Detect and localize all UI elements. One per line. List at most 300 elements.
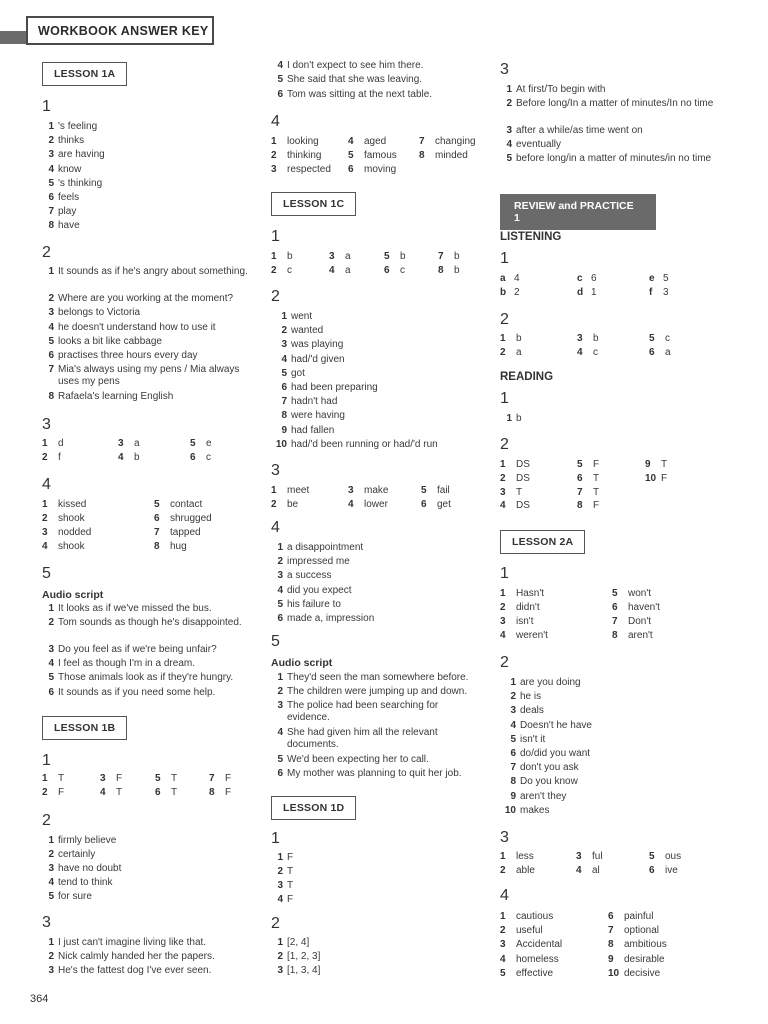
item-text: were having [291, 410, 345, 422]
item-text: meet [287, 485, 310, 496]
item-text: It sounds as if he's angry about something. [58, 266, 248, 277]
answer-item [271, 866, 486, 878]
audio-script-label: Audio script [42, 589, 104, 601]
item-text: belongs to Victoria [58, 307, 141, 319]
item-text: makes [520, 804, 550, 816]
answer-row [500, 954, 722, 968]
item-text: ous [665, 851, 682, 862]
item-number: 5 [48, 177, 54, 189]
item-number: 5 [281, 367, 287, 379]
exercise-number: 4 [42, 476, 51, 493]
item-text: was playing [291, 339, 344, 351]
item-text: painful [624, 911, 654, 922]
item-number: 1 [48, 603, 54, 614]
item-number: 8 [48, 391, 54, 403]
item-text: c [665, 333, 670, 344]
answer-item [500, 125, 722, 137]
item-text: F [287, 894, 294, 905]
item-text: a [345, 265, 351, 276]
item-number: 2 [500, 346, 506, 358]
answer-row [42, 541, 257, 555]
item-number: 7 [48, 364, 54, 376]
item-text: Nick calmly handed her the papers. [58, 950, 215, 962]
item-number: 7 [438, 251, 444, 262]
item-number: 3 [506, 125, 512, 136]
item-text: effective [516, 967, 554, 979]
answer-item [42, 603, 257, 615]
reading-heading: READING [500, 371, 554, 383]
item-text: famous [364, 150, 397, 161]
answer-item [271, 410, 486, 422]
item-number: 10 [275, 438, 287, 450]
item-number: 3 [48, 307, 54, 319]
item-text: DS [516, 472, 530, 484]
answer-row [42, 452, 257, 466]
item-number: 2 [277, 866, 283, 877]
item-text: had/'d been running or had/'d run [291, 438, 438, 450]
item-text: T [661, 459, 668, 470]
item-text: The police had been searching for evidence. [287, 700, 439, 723]
item-text: At first/To begin with [516, 84, 606, 95]
item-number: 4 [506, 139, 512, 150]
item-text: feels [58, 192, 80, 203]
answer-item [42, 951, 257, 963]
answer-item [500, 762, 722, 774]
answer-item [42, 658, 257, 670]
item-number: 1 [48, 266, 54, 277]
item-text: 5 [663, 273, 669, 284]
answer-item [271, 613, 486, 625]
item-text: aged [364, 136, 387, 147]
item-number: 2 [42, 452, 48, 463]
answer-item [42, 364, 257, 388]
item-text: eventually [516, 139, 562, 150]
item-text: Don't [628, 616, 652, 627]
answer-item [42, 206, 257, 218]
answer-item [42, 307, 257, 319]
item-text: T [171, 787, 178, 798]
answer-row [500, 968, 722, 982]
answer-item [271, 439, 486, 451]
item-number: 1 [500, 588, 506, 599]
exercise-number: 5 [271, 633, 280, 650]
item-text: nodded [58, 527, 92, 538]
answer-item [42, 835, 257, 847]
item-text: [1, 2, 3] [287, 950, 321, 962]
item-text: useful [516, 925, 543, 937]
item-text: cautious [516, 911, 554, 922]
item-number: 9 [645, 459, 651, 470]
item-text: firmly believe [58, 835, 117, 846]
item-number: 5 [155, 773, 161, 784]
item-number: 8 [48, 220, 54, 232]
item-text: a [134, 438, 140, 449]
item-number: 4 [348, 136, 354, 147]
answer-item [500, 705, 722, 717]
item-number: 1 [42, 773, 48, 784]
answer-item [500, 84, 722, 96]
answer-item [271, 382, 486, 394]
item-number: 1 [510, 677, 516, 688]
item-text: hadn't had [291, 396, 338, 408]
answer-item [271, 542, 486, 554]
item-number: 3 [510, 705, 516, 717]
item-number: 6 [277, 88, 283, 100]
item-text: had fallen [291, 424, 335, 436]
item-number: 1 [281, 311, 287, 322]
item-text: It looks as if we've missed the bus. [58, 603, 212, 614]
item-text: be [287, 499, 299, 510]
item-number: d [577, 286, 584, 298]
item-text: hug [170, 541, 187, 552]
item-number: 2 [500, 865, 506, 876]
item-text: Hasn't [516, 588, 545, 599]
answer-item [271, 727, 486, 751]
answer-item [500, 720, 722, 732]
item-text: shook [58, 541, 85, 552]
item-text: F [287, 852, 294, 863]
item-text: b [134, 452, 140, 463]
item-text: thinks [58, 135, 85, 147]
item-number: 9 [608, 953, 614, 965]
item-text: didn't [516, 602, 540, 613]
item-number: 4 [277, 727, 283, 738]
answer-row [500, 347, 722, 361]
page-title: WORKBOOK ANSWER KEY [26, 16, 214, 45]
item-number: 7 [608, 925, 614, 937]
item-text: get [437, 499, 451, 510]
item-number: 5 [277, 598, 283, 610]
item-number: 2 [42, 513, 48, 524]
item-number: 6 [421, 499, 427, 510]
item-number: 2 [281, 325, 287, 337]
exercise-number: 3 [42, 416, 51, 433]
item-number: 8 [510, 776, 516, 788]
item-number: 9 [510, 790, 516, 802]
item-text: a [665, 346, 671, 358]
item-text: have [58, 220, 80, 232]
item-text: certainly [58, 849, 96, 860]
exercise-number: 3 [500, 61, 509, 78]
item-number: 4 [42, 541, 48, 552]
item-number: 5 [577, 459, 583, 470]
lesson-2a-heading: LESSON 2A [500, 530, 585, 554]
item-number: 8 [209, 787, 215, 798]
item-text: 4 [514, 273, 520, 284]
item-text: Where are you working at the moment? [58, 293, 234, 305]
item-number: 5 [190, 438, 196, 449]
item-text: contact [170, 499, 203, 510]
item-number: 4 [348, 499, 354, 510]
answer-item [271, 599, 486, 611]
item-number: 1 [271, 136, 277, 147]
item-number: 7 [154, 527, 160, 538]
item-number: 6 [348, 164, 354, 175]
answer-row [500, 333, 722, 347]
item-number: 7 [419, 136, 425, 147]
listening-heading: LISTENING [500, 231, 562, 243]
item-number: 1 [277, 672, 283, 683]
answer-item [500, 413, 722, 425]
item-text: We'd been expecting her to call. [287, 754, 429, 765]
exercise-number: 1 [42, 752, 51, 769]
item-number: 1 [42, 438, 48, 449]
answer-row [271, 150, 486, 164]
item-number: 5 [277, 74, 283, 86]
item-text: T [516, 486, 523, 498]
item-number: 5 [48, 891, 54, 902]
item-text: homeless [516, 953, 559, 965]
item-number: 6 [48, 350, 54, 361]
item-number: 6 [48, 686, 54, 698]
item-text: e [206, 438, 212, 449]
item-text: al [592, 865, 600, 876]
answer-row [42, 499, 257, 513]
item-number: 4 [500, 500, 506, 512]
item-text: [2, 4] [287, 937, 310, 948]
exercise-number: 1 [500, 250, 509, 267]
item-text: F [593, 459, 600, 470]
item-number: 1 [48, 937, 54, 948]
item-text: isn't [516, 616, 534, 627]
exercise-number: 4 [271, 519, 280, 536]
item-text: F [661, 472, 668, 484]
item-text: b [516, 333, 522, 344]
item-text: wanted [291, 325, 324, 337]
item-number: 3 [48, 863, 54, 874]
answer-item [271, 686, 486, 698]
item-text: had/'d given [291, 353, 345, 365]
answer-item [42, 121, 257, 133]
item-text: I feel as though I'm in a dream. [58, 658, 195, 670]
item-text: shook [58, 513, 85, 524]
item-text: are having [58, 149, 105, 161]
item-text: went [291, 311, 313, 322]
item-number: 1 [500, 911, 506, 922]
item-text: ive [665, 865, 678, 876]
answer-row [42, 773, 257, 787]
item-text: he doesn't understand how to use it [58, 321, 216, 333]
answer-item [271, 354, 486, 366]
answer-item [500, 805, 722, 817]
item-number: 2 [42, 787, 48, 798]
item-text: looking [287, 136, 319, 147]
item-number: 1 [271, 485, 277, 496]
item-text: DS [516, 459, 530, 470]
item-number: 5 [48, 335, 54, 347]
item-number: 3 [277, 570, 283, 582]
item-number: 4 [118, 452, 124, 463]
item-number: 5 [48, 672, 54, 684]
item-number: 9 [281, 424, 287, 436]
answer-row [500, 925, 722, 939]
item-number: 3 [118, 438, 124, 449]
answer-item [42, 644, 257, 656]
exercise-number: 1 [271, 830, 280, 847]
item-text: Tom sounds as though he's disappointed. [58, 617, 242, 629]
item-number: 3 [500, 486, 506, 498]
answer-item [271, 700, 486, 724]
answer-item [271, 894, 486, 906]
exercise-number: 1 [500, 390, 509, 407]
item-number: 7 [612, 616, 618, 627]
item-text: T [593, 486, 600, 498]
item-text: They'd seen the man somewhere before. [287, 672, 469, 683]
answer-row [500, 911, 722, 925]
item-text: lower [364, 499, 388, 510]
item-number: 6 [649, 865, 655, 876]
item-text: have no doubt [58, 863, 122, 874]
item-number: 8 [281, 410, 287, 422]
item-number: 4 [500, 953, 506, 965]
item-text: are you doing [520, 677, 581, 688]
exercise-number: 1 [500, 565, 509, 582]
item-text: don't you ask [520, 762, 579, 774]
item-text: c [287, 265, 292, 276]
item-text: Before long/In a matter of minutes/In no time [516, 98, 714, 109]
item-number: 6 [154, 513, 160, 524]
item-text: b [287, 251, 293, 262]
item-number: 2 [506, 98, 512, 109]
answer-row [271, 265, 486, 279]
item-text: T [116, 787, 123, 798]
item-number: 1 [48, 835, 54, 846]
item-text: thinking [287, 150, 322, 161]
item-number: 6 [190, 452, 196, 463]
answer-item [271, 339, 486, 351]
item-number: 1 [500, 851, 506, 862]
item-number: 2 [48, 617, 54, 629]
item-text: fail [437, 485, 450, 496]
answer-item [42, 135, 257, 147]
answer-row [271, 164, 486, 178]
item-text: b [400, 251, 406, 262]
item-number: 6 [608, 911, 614, 922]
item-text: 's feeling [58, 121, 98, 132]
item-number: 3 [48, 964, 54, 976]
exercise-number: 4 [500, 887, 509, 904]
item-text: desirable [624, 953, 665, 965]
answer-item [271, 425, 486, 437]
answer-item [271, 74, 486, 86]
answer-row [500, 630, 722, 644]
answer-row [42, 438, 257, 452]
item-number: 5 [612, 588, 618, 599]
item-number: 1 [277, 937, 283, 948]
exercise-number: 2 [271, 915, 280, 932]
answer-item [500, 677, 722, 689]
answer-item [271, 311, 486, 323]
answer-item [500, 734, 722, 746]
item-text: Doesn't he have [520, 719, 592, 731]
item-number: 8 [608, 939, 614, 951]
answer-item [500, 748, 722, 760]
exercise-number: 2 [271, 288, 280, 305]
item-text: T [58, 773, 65, 784]
exercise-number: 3 [271, 462, 280, 479]
answer-item [271, 396, 486, 408]
exercise-number: 2 [42, 812, 51, 829]
answer-item [271, 768, 486, 780]
item-number: 2 [48, 135, 54, 147]
answer-item [42, 687, 257, 699]
answer-item [500, 691, 722, 703]
item-number: 4 [500, 630, 506, 641]
item-number: 3 [48, 644, 54, 656]
item-text: f [58, 452, 61, 463]
item-number: 2 [271, 265, 277, 276]
item-text: c [400, 265, 405, 276]
item-number: 1 [271, 251, 277, 262]
item-text: Rafaela's learning English [58, 391, 174, 403]
item-text: play [58, 206, 77, 218]
answer-row [42, 787, 257, 801]
item-text: a [345, 251, 351, 262]
item-text: It sounds as if you need some help. [58, 686, 216, 698]
item-text: b [454, 251, 460, 262]
item-number: 5 [506, 153, 512, 164]
item-text: She had given him all the relevant documents. [287, 727, 438, 750]
item-text: aren't [628, 630, 653, 641]
header-accent-bar [0, 31, 26, 44]
item-text: isn't it [520, 733, 546, 745]
item-number: 4 [281, 353, 287, 365]
item-text: F [225, 773, 232, 784]
item-number: 6 [384, 265, 390, 276]
item-text: a success [287, 570, 332, 582]
item-number: 8 [419, 150, 425, 161]
answer-item [42, 617, 257, 629]
item-text: F [58, 787, 65, 798]
item-text: Do you feel as if we're being unfair? [58, 644, 217, 656]
item-number: 2 [500, 472, 506, 484]
answer-row [500, 939, 722, 953]
item-text: d [58, 438, 64, 449]
item-number: 10 [504, 804, 516, 816]
item-text: he is [520, 691, 542, 703]
item-number: 3 [500, 616, 506, 627]
item-text: c [593, 346, 598, 358]
item-number: 8 [612, 630, 618, 641]
item-number: 2 [500, 925, 506, 937]
item-text: looks a bit like cabbage [58, 335, 162, 347]
answer-row [271, 136, 486, 150]
answer-item [42, 220, 257, 232]
item-number: 4 [277, 894, 283, 905]
item-number: c [577, 273, 583, 284]
item-number: 8 [438, 265, 444, 276]
item-text: know [58, 163, 82, 175]
item-text: Those animals look as if they're hungry. [58, 672, 234, 684]
item-number: 3 [271, 164, 277, 175]
answer-row [500, 273, 722, 287]
answer-row [271, 485, 486, 499]
item-text: made a, impression [287, 613, 375, 624]
item-text: The children were jumping up and down. [287, 686, 468, 697]
item-number: f [649, 286, 653, 298]
item-number: 4 [48, 321, 54, 333]
item-text: Mia's always using my pens / Mia always uses my pens [58, 364, 240, 388]
item-text: did you expect [287, 584, 352, 596]
item-text: T [171, 773, 178, 784]
item-number: 2 [277, 556, 283, 568]
item-number: 6 [155, 787, 161, 798]
item-text: tapped [170, 527, 201, 538]
item-number: 3 [329, 251, 335, 262]
item-text: F [225, 787, 232, 798]
lesson-1d-heading: LESSON 1D [271, 796, 356, 820]
item-number: 4 [48, 163, 54, 175]
